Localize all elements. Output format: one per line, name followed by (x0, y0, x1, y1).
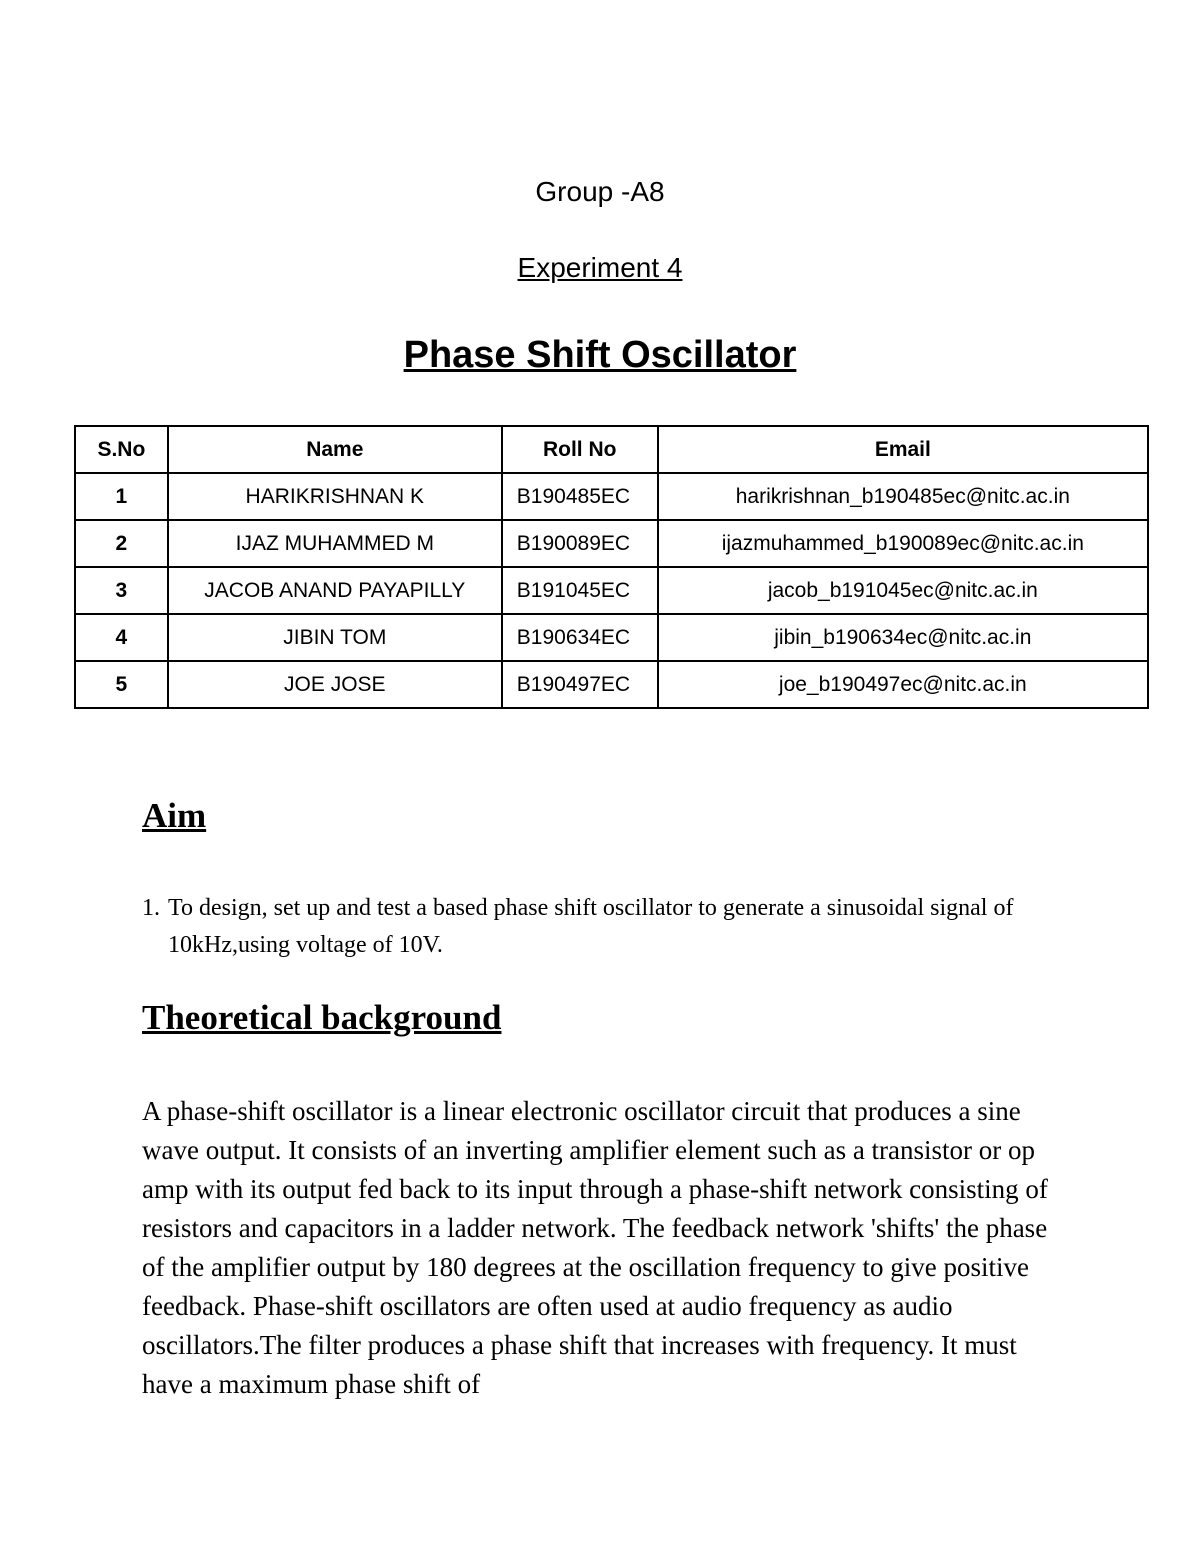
cell-roll: B190089EC (502, 520, 658, 567)
cell-email: jacob_b191045ec@nitc.ac.in (658, 567, 1148, 614)
cell-name: HARIKRISHNAN K (168, 473, 502, 520)
cell-email: joe_b190497ec@nitc.ac.in (658, 661, 1148, 708)
cell-email: harikrishnan_b190485ec@nitc.ac.in (658, 473, 1148, 520)
table-row (75, 614, 1148, 661)
aim-item-text: To design, set up and test a based phase shift oscillator to generate a sinusoidal signal of 10kHz,using voltage of 10V. (168, 895, 1014, 958)
aim-item-number: 1. (142, 895, 160, 921)
cell-roll: B191045EC (502, 567, 658, 614)
column-header-email: Email (658, 426, 1148, 473)
theory-paragraph: A phase-shift oscillator is a linear electronic oscillator circuit that produces a sine wave output. It consists of an inverting amplifier element such as a transistor or op amp with its output fed back to its input through a phase-shift network consisting of resistors and capacitors in a ladder network. The feedback network 'shifts' the phase of the amplifier output by 180 degrees at the oscillation frequency to give positive feedback. Phase-shift oscillators are often used at audio frequency as audio oscillators.The filter produces a phase shift that increases with frequency. It must have a maximum phase shift of (142, 1096, 1048, 1399)
cell-email: jibin_b190634ec@nitc.ac.in (658, 614, 1148, 661)
cell-name: JACOB ANAND PAYAPILLY (168, 567, 502, 614)
cell-name: JOE JOSE (168, 661, 502, 708)
aim-list (142, 890, 1062, 964)
cell-sno: 4 (75, 614, 168, 661)
cell-roll: B190634EC (502, 614, 658, 661)
list-item (142, 890, 1062, 964)
cell-sno: 5 (75, 661, 168, 708)
table-row (75, 567, 1148, 614)
column-header-sno: S.No (75, 426, 168, 473)
column-header-name: Name (168, 426, 502, 473)
cell-sno: 1 (75, 473, 168, 520)
group-label: Group -A8 (535, 176, 665, 207)
cell-roll: B190485EC (502, 473, 658, 520)
page-title: Phase Shift Oscillator (403, 334, 797, 376)
cell-sno: 3 (75, 567, 168, 614)
table-row (75, 661, 1148, 708)
table-header-row (75, 426, 1148, 473)
theory-heading: Theoretical background (142, 998, 502, 1037)
table-row (75, 473, 1148, 520)
experiment-label: Experiment 4 (517, 252, 683, 283)
column-header-roll: Roll No (502, 426, 658, 473)
cell-roll: B190497EC (502, 661, 658, 708)
cell-name: IJAZ MUHAMMED M (168, 520, 502, 567)
aim-heading: Aim (142, 796, 207, 835)
cell-sno: 2 (75, 520, 168, 567)
cell-name: JIBIN TOM (168, 614, 502, 661)
cell-email: ijazmuhammed_b190089ec@nitc.ac.in (658, 520, 1148, 567)
table-row (75, 520, 1148, 567)
members-table (74, 425, 1149, 709)
